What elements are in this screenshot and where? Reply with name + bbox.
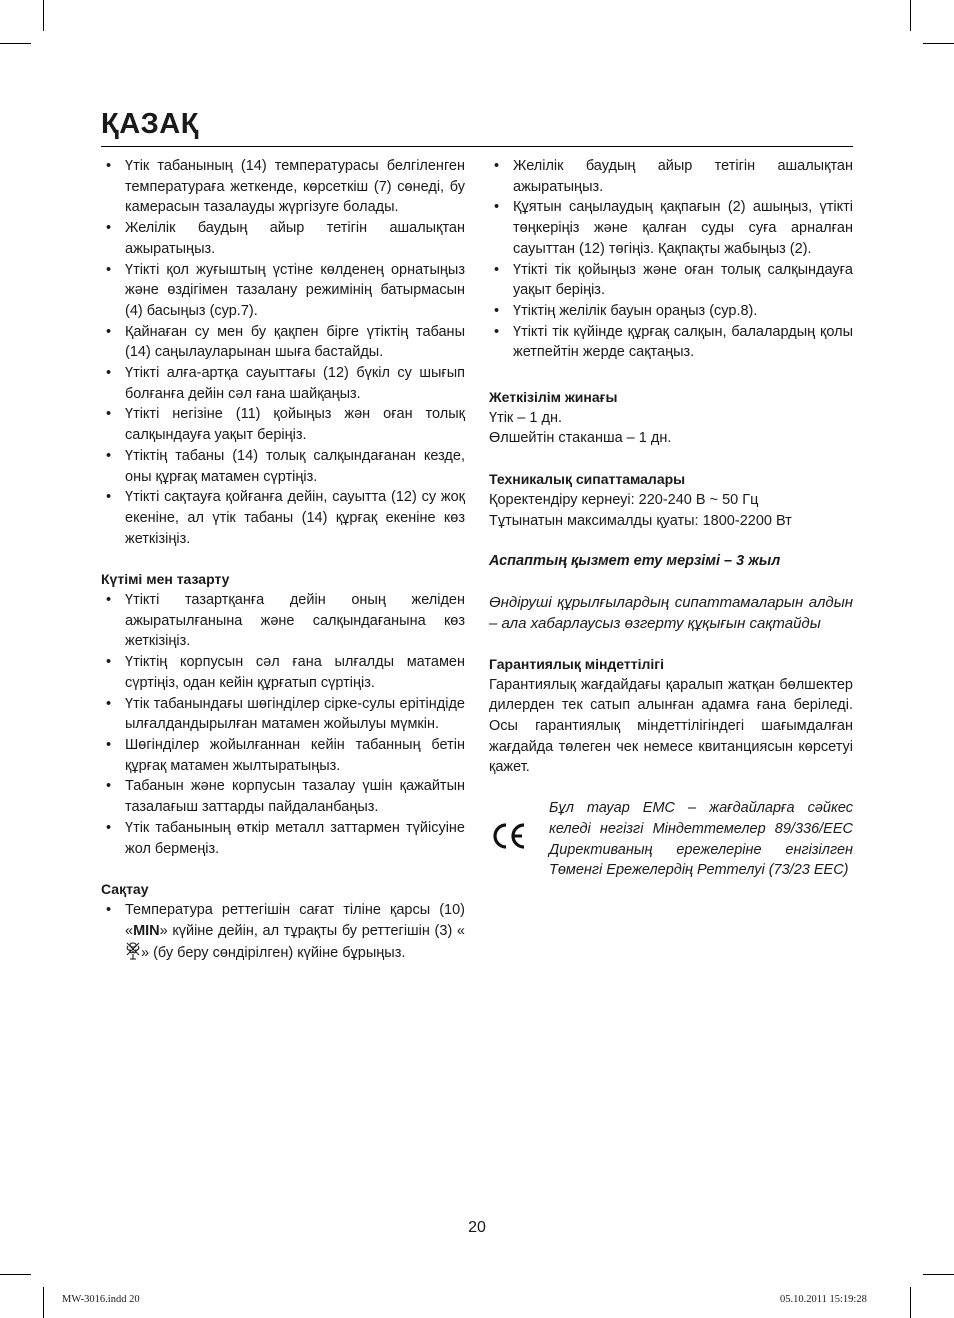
list-item: • Құятын саңылаудың қақпағын (2) ашыңыз, үтікті төңкеріңіз және қалған суды суға арналған сауыттан (12) төгіңіз. Қақпақты жабыңыз (2).	[489, 197, 853, 259]
right-list	[489, 156, 853, 363]
list-item: • Қайнаған су мен бу қақпен бірге үтіктің табаны (14) саңылауларынан шыға бастайды.	[101, 322, 465, 363]
list-item	[101, 900, 465, 968]
list-item: • Үтікті тік күйінде құрғақ салқын, балалардың қолы жетпейтін жерде сақтаңыз.	[489, 322, 853, 363]
list-item: • Үтік табанының өткір металл заттармен түйісуіне жол бермеңіз.	[101, 818, 465, 859]
list-item: • Желілік баудың айыр тетігін ашалықтан ажыратыңыз.	[101, 218, 465, 259]
warranty-text: Гарантиялық жағдайдағы қаралып жатқан бөлшектер дилерден тек сатып алынған адамға ғана беріледі. Осы гарантиялық міндеттілігіндегі шағымдалған жағдайда төлеген чек немесе квитанциясын көрсетуі қажет.	[489, 676, 853, 776]
list-item: • Табанын және корпусын тазалау үшін қажайтын тазалағыш заттарды пайдаланбаңыз.	[101, 776, 465, 817]
spec-line: Тұтынатын максималды қуаты: 1800-2200 Вт	[489, 512, 792, 529]
list-item: • Үтікті сақтауға қойғанға дейін, сауытта (12) су жоқ екеніне, ал үтік табаны (14) құрғақ екеніне көз жеткізіңіз.	[101, 487, 465, 549]
specs-heading: Техникалық сипаттамалары	[489, 471, 686, 488]
list-item: • Үтікті тазартқанға дейін оның желіден ажыратылғанына және салқындағанына көз жеткізіңіз.	[101, 590, 465, 652]
crop-mark	[910, 1287, 911, 1318]
storage-list	[101, 900, 465, 968]
footer-file: MW-3016.indd 20	[62, 1294, 140, 1305]
manufacturer-note: Өндіруші құрылғылардың сипаттамаларын алдын – ала хабарлаусыз өзгерту құқығын сақтайды	[489, 593, 853, 632]
list-item: • Үтіктің корпусын сәл ғана ылғалды матамен сүртіңіз, одан кейін құрғатып сүртіңіз.	[101, 652, 465, 693]
storage-text-1: Температура реттегішін сағат тіліне қарсы (10) «	[125, 901, 465, 939]
crop-mark	[43, 1287, 44, 1318]
list-item: • Үтік табанының (14) температурасы белгіленген температураға жеткенде, көрсеткіш (7) сөнеді, бу камерасын тазалауды жүргізуге болады.	[101, 156, 465, 218]
service-life: Аспаптың қызмет ету мерзімі – 3 жыл	[489, 553, 781, 570]
care-heading: Күтімі мен тазарту	[101, 571, 230, 588]
list-item: • Үтік табанындағы шөгінділер сірке-сулы ерітіндіде ылғалдандырылған матамен жойылуы мүмкін.	[101, 694, 465, 735]
storage-text-2: » күйіне дейін, ал тұрақты бу реттегішін (3) «	[159, 922, 465, 939]
min-label: MIN	[133, 922, 160, 939]
page-title: ҚАЗАҚ	[101, 108, 199, 140]
intro-list	[101, 156, 465, 549]
page-number: 20	[468, 1219, 486, 1236]
ce-block	[489, 798, 853, 881]
footer-datetime: 05.10.2011 15:19:28	[780, 1294, 867, 1305]
storage-heading: Сақтау	[101, 881, 149, 898]
warranty-heading: Гарантиялық міндеттілігі	[489, 655, 665, 672]
kit-line: Үтік – 1 дн.	[489, 409, 562, 426]
list-item: • Үтіктің желілік бауын ораңыз (сур.8).	[489, 301, 853, 322]
list-item: • Шөгінділер жойылғаннан кейін табанның бетін құрғақ матамен жылтыратыңыз.	[101, 735, 465, 776]
kit-line: Өлшейтін стаканша – 1 дн.	[489, 430, 672, 447]
list-item: • Үтіктің табаны (14) толық салқындағанан кезде, оны құрғақ матамен сүртіңіз.	[101, 446, 465, 487]
list-item: • Үтікті тік қойыңыз және оған толық салқындауға уақыт беріңіз.	[489, 260, 853, 301]
title-rule	[101, 146, 853, 147]
list-item: • Үтікті негізіне (11) қойыңыз жән оған толық салқындауға уақыт беріңіз.	[101, 404, 465, 445]
list-item: • Үтікті қол жуғыштың үстіне көлденең орнатыңыз және өздігімен тазалану режимінің батырмасын (4) басыңыз (сур.7).	[101, 260, 465, 322]
right-column	[489, 156, 853, 881]
list-item: • Желілік баудың айыр тетігін ашалықтан ажыратыңыз.	[489, 156, 853, 197]
crop-mark	[923, 43, 954, 44]
crop-mark	[0, 1274, 31, 1275]
storage-text-3: » (бу беру сөндірілген) күйіне бұрыңыз.	[141, 945, 406, 962]
care-list	[101, 590, 465, 859]
no-steam-icon	[125, 941, 141, 968]
ce-text: Бұл тауар ЕМС – жағдайларға сәйкес келеді негізгі Міндеттемелер 89/336/ЕЕС Директиваның ережелеріне енгізілген Төменгі Ережелердің Реттелуі (73/23 ЕЕС)	[549, 800, 853, 879]
crop-mark	[0, 43, 31, 44]
crop-mark	[43, 0, 44, 31]
spec-line: Қоректендіру кернеуі: 220-240 В ~ 50 Гц	[489, 491, 759, 508]
left-column	[101, 156, 465, 968]
kit-heading: Жеткізілім жинағы	[489, 389, 618, 406]
list-item: • Үтікті алға-артқа сауыттағы (12) бүкіл су шығып болғанға дейін сәл ғана шайқаңыз.	[101, 363, 465, 404]
crop-mark	[910, 0, 911, 31]
crop-mark	[923, 1274, 954, 1275]
ce-mark-icon	[489, 821, 549, 858]
